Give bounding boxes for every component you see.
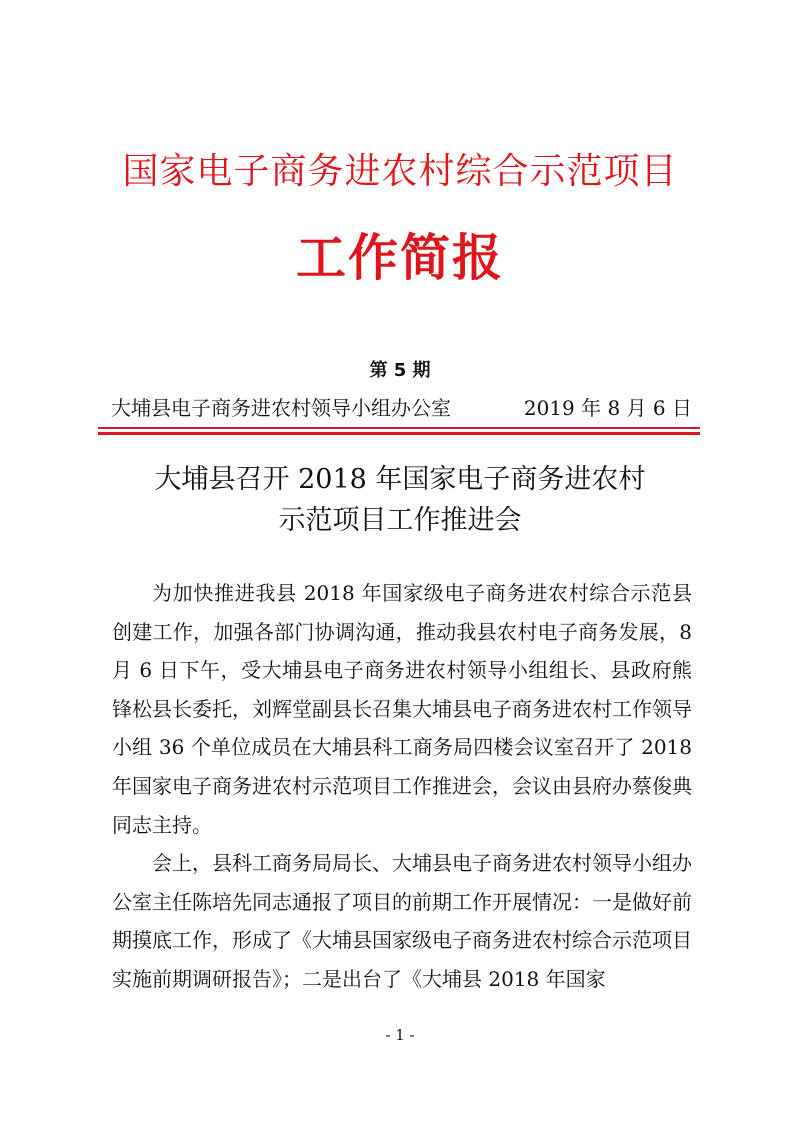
page-number: - 1 - bbox=[385, 1026, 415, 1044]
article-body bbox=[112, 574, 692, 999]
issuing-office: 大埔县电子商务进农村领导小组办公室 bbox=[111, 396, 451, 420]
briefing-series-title: 国家电子商务进农村综合示范项目 bbox=[122, 151, 678, 192]
header-divider-thick bbox=[98, 432, 700, 435]
briefing-title: 工作简报 bbox=[296, 229, 504, 287]
article-title-line-1: 大埔县召开 2018 年国家电子商务进农村 bbox=[154, 464, 646, 495]
issue-date: 2019 年 8 月 6 日 bbox=[523, 396, 692, 420]
header-divider-thin bbox=[98, 427, 700, 429]
issue-number: 第 5 期 bbox=[369, 360, 431, 381]
article-title-line-2: 示范项目工作推进会 bbox=[278, 505, 522, 536]
article-paragraph: 为加快推进我县 2018 年国家级电子商务进农村综合示范县创建工作，加强各部门协调沟通，推动我县农村电子商务发展，8 月 6 日下午，受大埔县电子商务进农村领导小组组长、县政府熊锋松县长委托，刘辉堂副县长召集大埔县电子商务进农村工作领导小组 36 个单位成员在大埔县科工商务局四楼会议室召开了 2018 年国家电子商务进农村示范项目工作推进会，会议由县府办蔡俊典同志主持。 bbox=[112, 581, 692, 837]
article-paragraph: 会上，县科工商务局局长、大埔县电子商务进农村领导小组办公室主任陈培先同志通报了项目的前期工作开展情况：一是做好前期摸底工作，形成了《大埔县国家级电子商务进农村综合示范项目实施前期调研报告》；二是出台了《大埔县 2018 年国家 bbox=[112, 851, 692, 991]
